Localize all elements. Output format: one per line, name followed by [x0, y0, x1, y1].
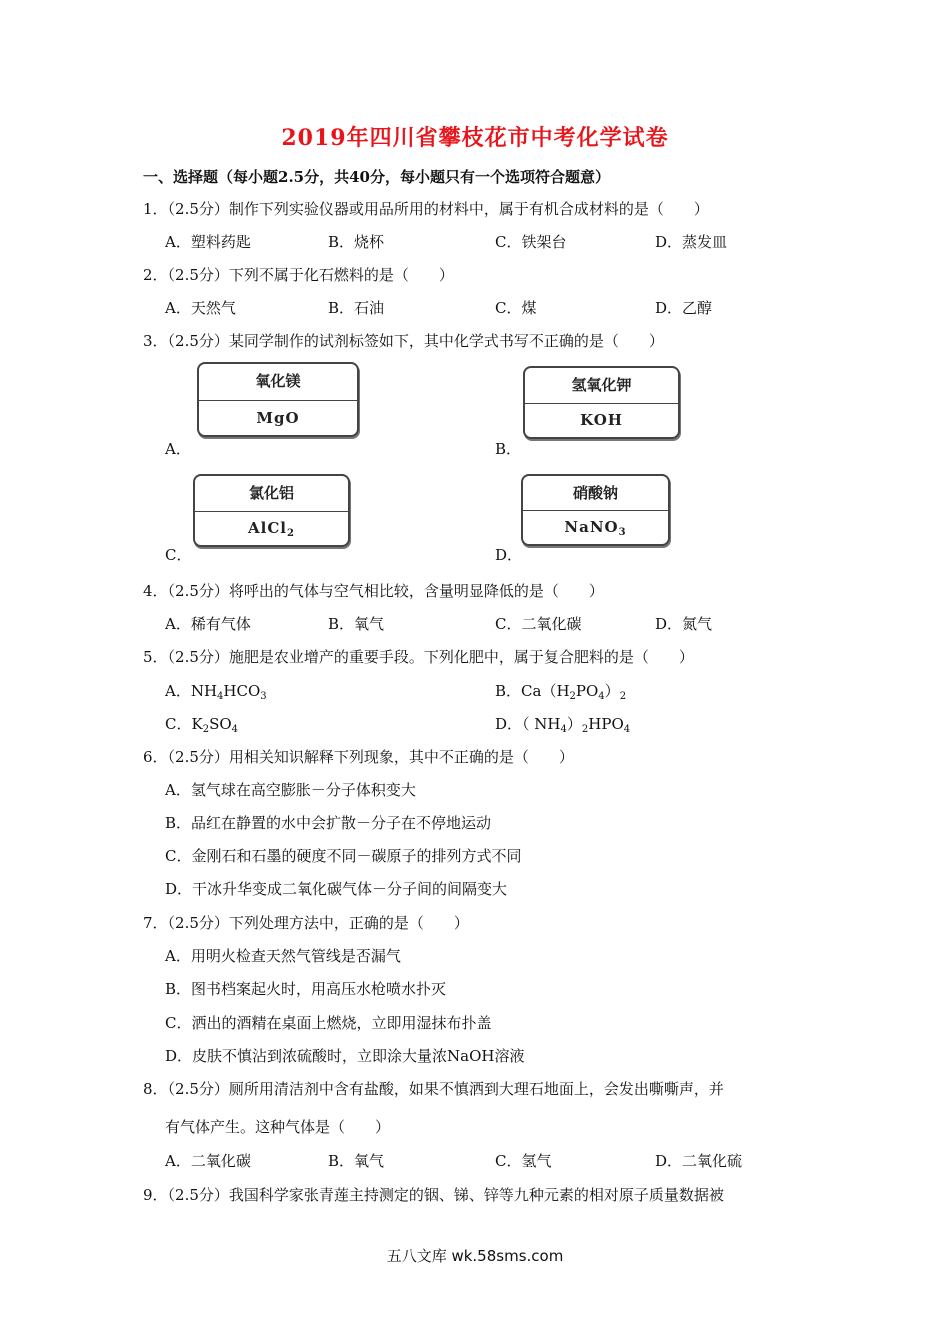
reagent-label-a [197, 362, 359, 437]
q6-option-c: C．金刚石和石墨的硬度不同－碳原子的排列方式不同 [165, 847, 522, 865]
q4-option-a: A．稀有气体 [165, 615, 251, 633]
q2-option-b: B．石油 [328, 299, 385, 317]
question-1-stem: 1．（2.5分）制作下列实验仪器或用品所用的材料中，属于有机合成材料的是（ ） [143, 200, 709, 218]
q3-option-c: C． [165, 546, 192, 564]
q2-option-d: D．乙醇 [655, 299, 713, 317]
label-divider [195, 511, 348, 512]
page-title: 2019年四川省攀枝花市中考化学试卷 [281, 125, 669, 151]
q5-option-b: B．$Ca(H_2PO_4)_2$ [495, 682, 627, 702]
q1-option-a: A．塑料药匙 [165, 233, 251, 251]
q1-option-d: D．蒸发皿 [655, 233, 728, 251]
label-a-formula: MgO [256, 409, 300, 427]
section-heading: 一、选择题（每小题2.5分，共40分，每小题只有一个选项符合题意） [143, 168, 610, 186]
label-a-name: 氧化镁 [255, 372, 301, 390]
label-divider [525, 403, 678, 404]
label-b-name: 氢氧化钾 [571, 376, 632, 394]
question-8-stem-cont: 有气体产生。这种气体是（ ） [165, 1118, 391, 1136]
q8-option-c: C．氢气 [495, 1152, 552, 1170]
reagent-label-d [521, 474, 670, 546]
page-footer: 五八文库 wk.58sms.com [386, 1247, 564, 1265]
question-7-stem: 7．（2.5分）下列处理方法中，正确的是（ ） [143, 914, 469, 932]
q2-option-c: C．煤 [495, 299, 537, 317]
question-4-stem: 4．（2.5分）将呼出的气体与空气相比较，含量明显降低的是（ ） [143, 582, 604, 600]
reagent-label-c [193, 474, 350, 547]
question-9-stem: 9．（2.5分）我国科学家张青莲主持测定的铟、锑、锌等九种元素的相对原子质量数据被 [143, 1186, 724, 1204]
q5-option-a: A．$NH_4HCO_3$ [165, 682, 267, 702]
q5-option-d: D．（ $NH_4)_2HPO_4$ [495, 715, 631, 735]
question-2-stem: 2．（2.5分）下列不属于化石燃料的是（ ） [143, 266, 454, 284]
q1-option-c: C．铁架台 [495, 233, 567, 251]
q8-option-d: D．二氧化硫 [655, 1152, 743, 1170]
label-c-name: 氯化铝 [248, 484, 294, 502]
q5-option-c: C．$K_2SO_4$ [165, 715, 239, 735]
q4-option-d: D．氮气 [655, 615, 713, 633]
question-5-stem: 5．（2.5分）施肥是农业增产的重要手段。下列化肥中，属于复合肥料的是（ ） [143, 648, 694, 666]
question-8-stem: 8．（2.5分）厕所用清洁剂中含有盐酸，如果不慎洒到大理石地面上，会发出嘶嘶声，并 [143, 1080, 724, 1098]
label-b-formula: KOH [580, 411, 623, 429]
q2-option-a: A．天然气 [165, 299, 236, 317]
q7-option-c: C．洒出的酒精在桌面上燃烧，立即用湿抹布扑盖 [165, 1014, 492, 1032]
q3-option-a: A． [165, 440, 191, 458]
q6-option-b: B．品红在静置的水中会扩散－分子在不停地运动 [165, 814, 492, 832]
question-6-stem: 6．（2.5分）用相关知识解释下列现象，其中不正确的是（ ） [143, 748, 574, 766]
q3-option-d: D． [495, 546, 523, 564]
q7-option-d: D．皮肤不慎沾到浓硫酸时，立即涂大量浓NaOH溶液 [165, 1047, 525, 1065]
label-c-formula: AlCl$_2$ [248, 519, 295, 539]
reagent-label-b [523, 366, 680, 439]
label-divider [523, 510, 668, 511]
question-3-stem: 3．（2.5分）某同学制作的试剂标签如下，其中化学式书写不正确的是（ ） [143, 332, 664, 350]
q4-option-c: C．二氧化碳 [495, 615, 582, 633]
q4-option-b: B．氧气 [328, 615, 385, 633]
q6-option-d: D．干冰升华变成二氧化碳气体－分子间的间隔变大 [165, 880, 508, 898]
q6-option-a: A．氢气球在高空膨胀－分子体积变大 [165, 781, 416, 799]
label-d-name: 硝酸钠 [572, 484, 618, 502]
q1-option-b: B．烧杯 [328, 233, 385, 251]
label-d-formula: NaNO$_3$ [564, 518, 627, 538]
label-divider [199, 400, 357, 401]
q3-option-b: B． [495, 440, 522, 458]
q7-option-a: A．用明火检查天然气管线是否漏气 [165, 947, 401, 965]
q7-option-b: B．图书档案起火时，用高压水枪喷水扑灭 [165, 980, 447, 998]
q8-option-a: A．二氧化碳 [165, 1152, 251, 1170]
q8-option-b: B．氧气 [328, 1152, 385, 1170]
